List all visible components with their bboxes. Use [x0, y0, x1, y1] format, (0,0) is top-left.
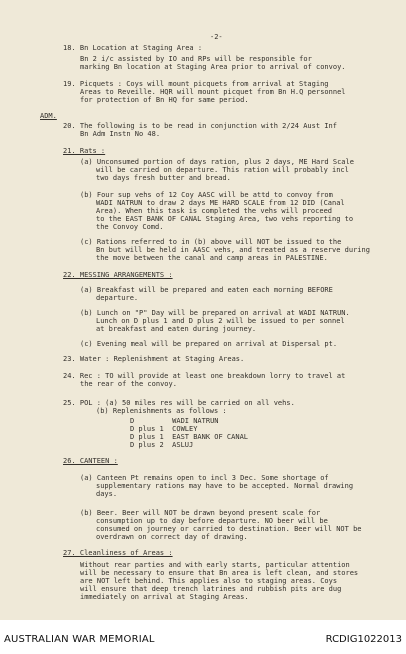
document-line: (b) Replenishments as follows : — [96, 407, 227, 415]
document-line: WADI NATRUN to draw 2 days ME HARD SCALE from 12 DID (Canal — [96, 199, 345, 207]
document-line: the move between the canal and camp areas in PALESTINE. — [96, 254, 328, 262]
document-line: the Convoy Comd. — [96, 223, 164, 231]
document-line: (c) Evening meal will be prepared on arrival at Dispersal pt. — [80, 340, 338, 348]
document-line: Areas to Reveille. HQR will mount picquet from Bn H.Q personnel — [80, 88, 346, 96]
document-line: Area). When this task is completed the vehs will proceed — [96, 207, 333, 215]
document-line: (a) Canteen Pt remains open to incl 3 Dec. Some shortage of — [80, 474, 329, 482]
document-line: Without rear parties and with early starts, particular attention — [80, 561, 350, 569]
footer-institution: AUSTRALIAN WAR MEMORIAL — [4, 634, 155, 645]
archive-footer — [0, 620, 406, 654]
document-line: Bn but will be held in AASC vehs, and treated as a reserve during — [96, 246, 370, 254]
document-line: (b) Lunch on "P" Day will be prepared on arrival at WADI NATRUN. — [80, 309, 350, 317]
document-line: two days fresh butter and bread. — [96, 174, 231, 182]
document-line: marking Bn location at Staging Area prior to arrival of convoy. — [80, 63, 346, 71]
document-line: 23. Water : Replenishment at Staging Areas. — [63, 355, 245, 363]
page-number: -2- — [210, 33, 223, 41]
document-line: days. — [96, 490, 118, 498]
document-line: (b) Four sup vehs of 12 Coy AASC will be attd to convoy from — [80, 191, 333, 199]
document-line: 21. Rats : — [63, 147, 106, 155]
document-line: are NOT left behind. This applies also to staging areas. Coys — [80, 577, 338, 585]
document-line: will ensure that deep trench latrines and rubbish pits are dug — [80, 585, 342, 593]
document-line: D plus 1 EAST BANK OF CANAL — [130, 433, 249, 441]
document-line: for protection of Bn HQ for same period. — [80, 96, 249, 104]
document-line: D plus 2 ASLUJ — [130, 441, 194, 449]
document-line: (a) Unconsumed portion of days ration, plus 2 days, ME Hard Scale — [80, 158, 354, 166]
document-line: 18. Bn Location at Staging Area : — [63, 44, 203, 52]
document-line: to the EAST BANK OF CANAL Staging Area, two vehs reporting to — [96, 215, 354, 223]
document-line: 22. MESSING ARRANGEMENTS : — [63, 271, 173, 279]
document-line: at breakfast and eaten during journey. — [96, 325, 257, 333]
document-line: (a) Breakfast will be prepared and eaten each morning BEFORE — [80, 286, 333, 294]
document-line: 25. POL : (a) 50 miles res will be carried on all vehs. — [63, 399, 295, 407]
document-line: overdrawn on correct day of drawing. — [96, 533, 248, 541]
document-line: 20. The following is to be read in conjunction with 2/24 Aust Inf — [63, 122, 337, 130]
document-line: Bn Adm Instn No 48. — [80, 130, 161, 138]
document-line: Bn 2 i/c assisted by IO and RPs will be responsible for — [80, 55, 312, 63]
document-line: will be necessary to ensure that Bn area is left clean, and stores — [80, 569, 359, 577]
document-line: immediately on arrival at Staging Areas. — [80, 593, 249, 601]
document-line: (b) Beer. Beer will NOT be drawn beyond present scale for — [80, 509, 321, 517]
document-line: D plus 1 COWLEY — [130, 425, 198, 433]
document-line: D WADI NATRUN — [130, 417, 219, 425]
document-line: will be carried on departure. This ration will probably incl — [96, 166, 349, 174]
document-line: Lunch on D plus 1 and D plus 2 will be issued to per sonnel — [96, 317, 345, 325]
document-line: departure. — [96, 294, 139, 302]
document-line: 27. Cleanliness of Areas : — [63, 549, 173, 557]
document-line: ADM. — [40, 112, 57, 120]
document-line: consumed on journey or carried to destination. Beer will NOT be — [96, 525, 362, 533]
document-line: consumption up to day before departure. NO beer will be — [96, 517, 328, 525]
document-line: (c) Rations referred to in (b) above will NOT be issued to the — [80, 238, 342, 246]
footer-reference: RCDIG1022013 — [325, 634, 402, 645]
document-line: 26. CANTEEN : — [63, 457, 118, 465]
document-line: the rear of the convoy. — [80, 380, 177, 388]
document-line: supplementary rations may have to be accepted. Normal drawing — [96, 482, 354, 490]
document-line: 19. Picquets : Coys will mount picquets from arrival at Staging — [63, 80, 329, 88]
document-line: 24. Rec : TO will provide at least one breakdown lorry to travel at — [63, 372, 346, 380]
